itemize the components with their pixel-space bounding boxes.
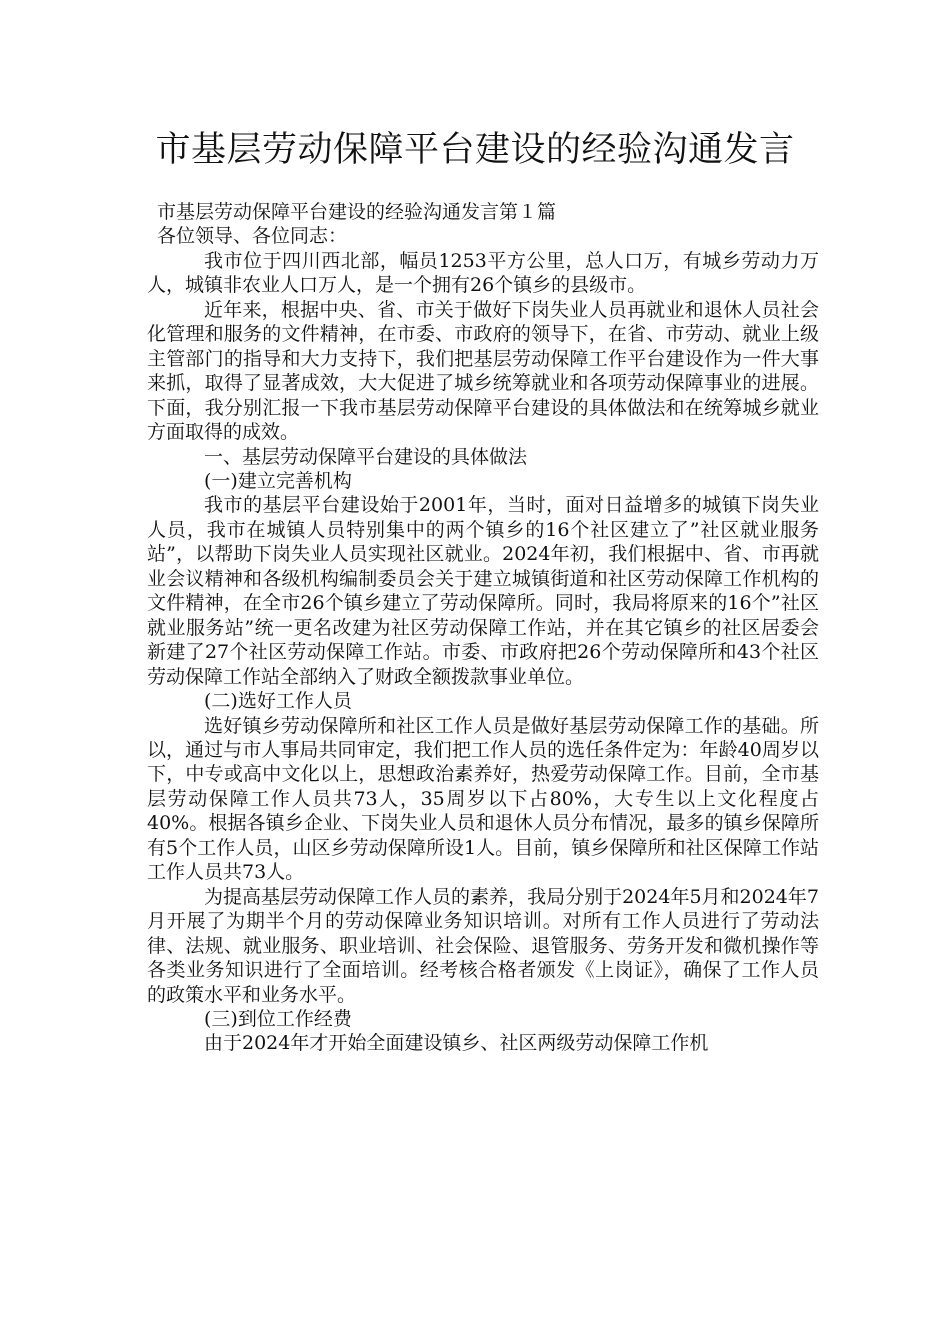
paragraph-intro: 我市位于四川西北部，幅员1253平方公里，总人口万，有城乡劳动力万人，城镇非农业人口万人，是一个拥有26个镇乡的县级市。: [147, 249, 819, 297]
paragraph-sub1: 我市的基层平台建设始于2001年，当时，面对日益增多的城镇下岗失业人员，我市在城镇人员特别集中的两个镇乡的16个社区建立了”社区就业服务站”，以帮助下岗失业人员实现社区就业。2024年初，我们根据中、省、市再就业会议精神和各级机构编制委员会关于建立城镇街道和社区劳动保障工作机构的文件精神，在全市26个镇乡建立了劳动保障所。同时，我局将原来的16个”社区就业服务站”统一更名改建为社区劳动保障工作站，并在其它镇乡的社区居委会新建了27个社区劳动保障工作站。市委、市政府把26个劳动保障所和43个社区劳动保障工作站全部纳入了财政全额拨款事业单位。: [147, 494, 819, 688]
section-heading-1: 一、基层劳动保障平台建设的具体做法: [204, 445, 528, 468]
document-title: 市基层劳动保障平台建设的经验沟通发言: [155, 130, 795, 170]
section-subtitle: 市基层劳动保障平台建设的经验沟通发言第１篇: [157, 201, 557, 223]
salutation: 各位领导、各位同志：: [157, 225, 348, 248]
paragraph-background: 近年来，根据中央、省、市关于做好下岗失业人员再就业和退休人员社会化管理和服务的文件精神，在市委、市政府的领导下，在省、市劳动、就业上级主管部门的指导和大力支持下，我们把基层劳动保障工作平台建设作为一件大事来抓，取得了显著成效，大大促进了城乡统筹就业和各项劳动保障事业的进展。下面，我分别汇报一下我市基层劳动保障平台建设的具体做法和在统筹城乡就业方面取得的成效。: [147, 298, 819, 444]
document-body: [147, 200, 819, 1056]
paragraph-sub2-a: 选好镇乡劳动保障所和社区工作人员是做好基层劳动保障工作的基础。所以，通过与市人事局共同审定，我们把工作人员的选任条件定为：年龄40周岁以下，中专或高中文化以上，思想政治素养好，热爱劳动保障工作。目前，全市基层劳动保障工作人员共73人，35周岁以下占80%，大专生以上文化程度占40%。根据各镇乡企业、下岗失业人员和退休人员分布情况，最多的镇乡保障所有5个工作人员，山区乡劳动保障所设1人。目前，镇乡保障所和社区保障工作站工作人员共73人。: [147, 714, 819, 884]
subheading-3: (三)到位工作经费: [204, 1007, 352, 1030]
paragraph-sub3: 由于2024年才开始全面建设镇乡、社区两级劳动保障工作机: [204, 1032, 709, 1055]
subheading-1: (一)建立完善机构: [204, 469, 352, 492]
paragraph-sub2-b: 为提高基层劳动保障工作人员的素养，我局分别于2024年5月和2024年7月开展了为期半个月的劳动保障业务知识培训。对所有工作人员进行了劳动法律、法规、就业服务、职业培训、社会保险、退管服务、劳务开发和微机操作等各类业务知识进行了全面培训。经考核合格者颁发《上岗证》，确保了工作人员的政策水平和业务水平。: [147, 885, 819, 1006]
subheading-2: (二)选好工作人员: [204, 690, 352, 713]
